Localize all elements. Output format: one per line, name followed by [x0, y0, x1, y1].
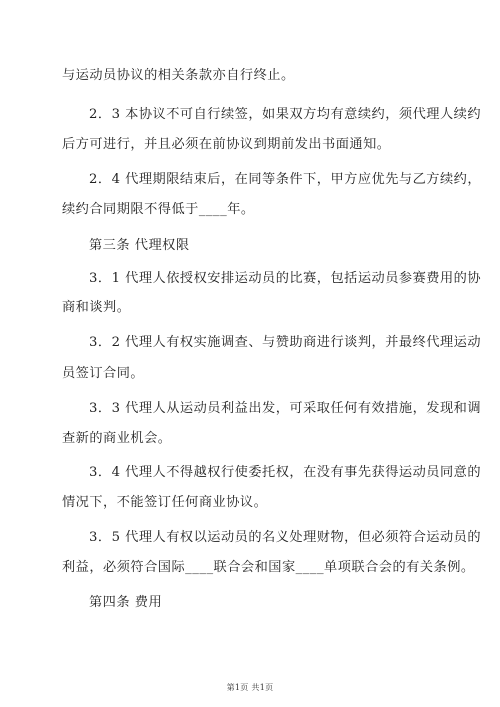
body-text-line: 查新的商业机会。 — [62, 431, 172, 446]
body-text-line: 利益，必须符合国际____联合会和国家____单项联合会的有关条例。 — [62, 560, 475, 575]
section-heading-article-3: 第三条 代理权限 — [89, 238, 190, 253]
clause-3-3: 3．3 代理人从运动员利益出发，可采取任何有效措施，发现和调 — [89, 401, 482, 416]
body-text-line: 员签订合同。 — [62, 366, 145, 381]
body-text-line: 商和谈判。 — [62, 300, 131, 315]
section-heading-article-4: 第四条 费用 — [89, 595, 163, 610]
clause-3-5: 3．5 代理人有权以运动员的名义处理财物，但必须符合运动员的 — [89, 530, 482, 545]
body-text-line: 后方可进行，并且必须在前协议到期前发出书面通知。 — [62, 137, 391, 152]
clause-3-2: 3．2 代理人有权实施调查、与赞助商进行谈判，并最终代理运动 — [89, 335, 482, 350]
clause-2-3: 2．3 本协议不可自行续签，如果双方均有意续约，须代理人续约 — [89, 107, 482, 122]
clause-3-1: 3．1 代理人依授权安排运动员的比赛，包括运动员参赛费用的协 — [89, 271, 482, 286]
page-footer: 第1页 共1页 — [226, 683, 274, 692]
body-text-line: 情况下，不能签订任何商业协议。 — [62, 495, 268, 510]
clause-3-4: 3．4 代理人不得越权行使委托权，在没有事先获得运动员同意的 — [89, 465, 482, 480]
clause-2-4: 2．4 代理期限结束后，在同等条件下，甲方应优先与乙方续约， — [89, 172, 482, 187]
body-text-line: 续约合同期限不得低于____年。 — [62, 202, 255, 217]
body-text-line: 与运动员协议的相关条款亦自行终止。 — [62, 68, 295, 83]
